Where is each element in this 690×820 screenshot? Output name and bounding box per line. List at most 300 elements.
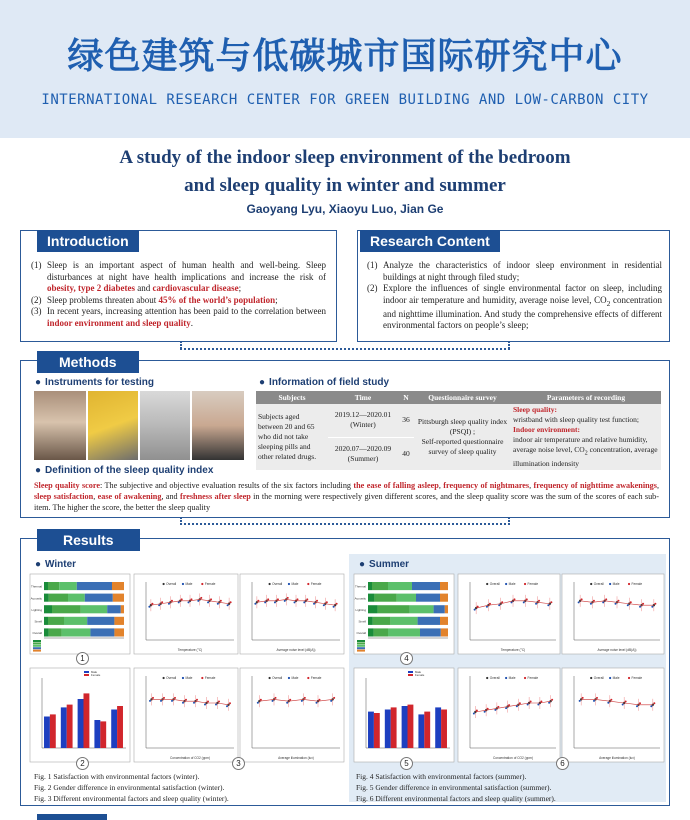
fig-12-point-female [582,697,584,699]
fig-11-point-male [473,713,475,715]
fig-7-category-label: Thermal [354,584,366,589]
fig-11-point-male [484,711,486,713]
fig-5-point-male [182,702,184,704]
fig-3-legend-marker [269,583,271,585]
fig-7-bar-segment [412,582,440,590]
fig-5-point-male [226,705,228,707]
fig-1-bar-segment [114,628,124,636]
sleep-score-definition: Sleep quality score: The subjective and objective evaluation results of the six factors including the ease of falling asleep, frequency of nightmares, frequency of nighttime awakenings, sleep satisfaction, ease of awakening, and freshness after sleep in the morning were respectively given different scores, and the sleep quality score was the sum of the scores of each sub-item. The higher the score, the better the sleep quality [34,481,660,512]
fig-8-legend-label: Overall [489,582,500,587]
fig-12-legend-marker [590,677,592,679]
fig-9-legend-marker [628,583,630,585]
fig-6-point-female [319,699,321,701]
fig-12-legend-marker [609,677,611,679]
fig-11-point-male [527,704,529,706]
fig-4-legend-label: Male [91,669,98,674]
col-questionnaire: Questionnaire survey [414,391,511,404]
fig-11-legend-label: Overall [489,676,500,681]
fig-1-bar-segment [107,605,121,613]
fig-9-point-male [639,606,641,608]
fig-7-bar-segment [410,605,434,613]
fig-6-legend-marker [288,677,290,679]
fig-8-point-female [526,598,528,600]
fig-11-x-label: Concentration of CO2 (ppm) [492,756,534,760]
fig-8-point-male [535,603,537,605]
field-study-subheading: ● Information of field study [259,377,389,388]
fig-11-point-male [516,705,518,707]
fig-7-legend-swatch [357,645,365,647]
summer-captions: Fig. 4 Satisfaction with environmental factors (summer). Fig. 5 Gender difference in environmental satisfaction (summer). Fig. 6 Different environmental factors and sleep quality (summer). [356,772,556,803]
fig-6-legend-label: Female [310,676,322,681]
fig-9-legend-label: Overall [593,582,604,587]
fig-4-legend-swatch [84,674,89,676]
fig-11-point-female [551,699,553,701]
fig-11-point-female [530,701,532,703]
fig-3-point-female [326,601,328,603]
figure-number-5: 5 [400,757,413,770]
fig-11-point-female [476,710,478,712]
paper-title-line-2: and sleep quality in winter and summer [184,175,506,196]
fig-10-bar [368,712,374,748]
fig-4-bar [94,720,100,748]
fig-2-point-female [191,598,193,600]
fig-9-point-female [630,601,632,603]
fig-8-legend-label: Female [527,582,539,587]
fig-10-legend-label: Male [415,669,422,674]
fig-1-bar-segment [114,617,124,625]
fig-9-point-female [654,603,656,605]
fig-4-legend-swatch [84,671,89,673]
fig-7-bar-segment [416,594,440,602]
figure-number-3: 3 [232,757,245,770]
fig-11-legend-marker [486,677,488,679]
methods-heading: Methods [37,351,139,373]
fig-12-point-female [639,702,641,704]
fig-8-point-male [474,609,476,611]
fig-7-bar-segment [441,628,448,636]
fig-7-bar-segment [440,582,448,590]
fig-9-point-female [593,600,595,602]
fig-2-legend-label: Female [204,582,216,587]
fig-8-legend-marker [524,583,526,585]
fig-5-legend-label: Female [204,676,216,681]
chinese-institute-title: 绿色建筑与低碳城市国际研究中心 [67,36,623,77]
fig-12-point-female [625,701,627,703]
fig-5-legend-marker [201,677,203,679]
fig-7-bar-segment [418,617,440,625]
introduction-heading: Introduction [37,230,139,252]
fig-2-legend-label: Overall [166,582,177,587]
fig-9-legend-label: Male [612,582,620,587]
instruments-subheading: ● Instruments for testing [35,377,154,388]
fig-7-bar-segment [434,605,445,613]
fig-2-point-male [188,601,190,603]
fig-12-legend-marker [628,677,630,679]
fig-3-point-female [316,600,318,602]
fig-1-legend-swatch [33,645,41,647]
fig-6-point-male [272,700,274,702]
fig-6-point-male [286,702,288,704]
fig-2-point-female [210,598,212,600]
fig-12-x-label: Average illumination (lux) [599,756,635,760]
fig-7-category-label: Lighting [355,607,366,612]
fig-4-legend-label: Female [91,672,101,677]
fig-3-point-female [336,603,338,605]
fig-1-bar-segment [64,617,87,625]
fig-12-point-male [622,704,624,706]
fig-1-bar-segment [48,617,64,625]
fig-3-point-male [323,604,325,606]
fig-5-point-female [207,701,209,703]
definition-subheading: ● Definition of the sleep quality index [35,465,213,476]
fig-6-point-female [275,697,277,699]
results-heading: Results [37,529,140,551]
fig-7-bar-segment [445,605,448,613]
parameters-cell: Sleep quality: wristband with sleep quality test function; Indoor environment: indoor air temperature and relative humidity, average noise level, $CO_2$ concentration, average illumination indensity [511,404,661,470]
fig-1-bar-segment [44,582,48,590]
fig-5-point-female [196,699,198,701]
intro-item-2: (2) Sleep problems threaten about 45% of the world’s population; [31,294,278,305]
fig-9-point-male [651,606,653,608]
fig-8-point-female [538,600,540,602]
fig-3-point-male [303,601,305,603]
fig-6-point-female [260,699,262,701]
fig-5-point-female [163,697,165,699]
fig-1-category-label: Overall [32,631,42,636]
fig-7-bar-segment [372,582,388,590]
fig-6-legend-label: Male [291,676,299,681]
fig-1-bar-segment [44,594,49,602]
fig-5-point-male [160,700,162,702]
fig-5-x-label: Concentration of CO2 (ppm) [169,756,211,760]
fig-8-legend-marker [505,583,507,585]
fig-7-legend-swatch [357,640,365,642]
fig-9-point-male [615,603,617,605]
research-content-heading: Research Content [360,230,500,252]
fig-3-point-female [287,597,289,599]
fig-2-point-female [230,601,232,603]
winter-subheading: ● Winter [35,559,76,570]
fig-2-point-female [161,601,163,603]
fig-4-bar [67,705,73,748]
fig-1-bar-segment [90,628,114,636]
fig-2-legend-marker [201,583,203,585]
fig-8-point-female [550,601,552,603]
fig-1-bar-segment [44,628,49,636]
fig-5-legend-marker [163,677,165,679]
fig-9-legend-marker [609,583,611,585]
fig-6-point-female [333,697,335,699]
fig-2-point-female [220,600,222,602]
col-parameters: Parameters of recording [511,391,661,404]
fig-10-bar [374,713,380,748]
english-institute-title: INTERNATIONAL RESEARCH CENTER FOR GREEN BUILDING AND LOW-CARBON CITY [41,92,649,108]
fig-6-legend-marker [269,677,271,679]
fig-1-bar-segment [113,594,124,602]
fig-3-point-male [313,603,315,605]
fig-11-legend-label: Female [527,676,539,681]
fig-10-legend-swatch [408,671,413,673]
fig-11-point-male [494,709,496,711]
fig-1-legend-swatch [33,650,41,652]
fig-10-legend-swatch [408,674,413,676]
fig-1-category-label: Lighting [31,607,42,612]
fig-7-bar-segment [397,594,416,602]
fig-4-bar [44,717,50,749]
fig-12-point-female [610,699,612,701]
fig-11-legend-marker [524,677,526,679]
figure-number-1: 1 [76,652,89,665]
fig-1-bar-segment [68,594,85,602]
fig-2-point-female [181,598,183,600]
fig-11-point-male [548,702,550,704]
fig-11-point-female [487,708,489,710]
fig-10-bar [402,706,408,748]
fig-7-bar-segment [368,582,372,590]
fig-5-point-male [193,702,195,704]
time-winter: 2019.12—2020.01 (Winter) [328,404,398,437]
fig-2-point-male [158,604,160,606]
fig-8-point-male [498,604,500,606]
fig-2-x-label: Temperature (°C) [177,648,203,652]
fig-1-bar-segment [52,605,81,613]
fig-10-bar [407,705,413,748]
fig-9-point-female [642,603,644,605]
paper-title-line-1: A study of the indoor sleep environment of the bedroom [119,147,571,168]
fig-1-category-label: Smell [34,619,42,624]
fig-3-point-female [267,598,269,600]
fig-10-bar [418,714,424,748]
col-n: N [398,391,414,404]
fig-5-point-female [218,701,220,703]
fig-10-bar [391,707,397,748]
fig-4-bar [117,706,123,748]
fig-1-bar-segment [49,628,62,636]
fig-9-point-male [602,601,604,603]
fig-5-point-female [152,697,154,699]
fig-1-category-label: Thermal [30,584,42,589]
fig-1-bar-segment [112,582,124,590]
fig-3-point-male [333,606,335,608]
fig-1-bar-segment [48,582,59,590]
fig-1-bar-segment [59,582,77,590]
fig-11-legend-marker [505,677,507,679]
winter-captions: Fig. 1 Satisfaction with environmental factors (winter). Fig. 2 Gender difference in environmental satisfaction (winter). Fig. 3 Different environmental factors and sleep quality (winter). [34,772,229,803]
n-winter: 36 [398,404,414,437]
fig-2-point-female [200,597,202,599]
fig-1-bar-segment [81,605,107,613]
fig-12-point-male [636,705,638,707]
fig-1-bar-segment [85,594,113,602]
fig-3-x-label: Average noise level (dB(A)) [276,648,316,652]
fig-7-bar-segment [388,582,412,590]
fig-10-bar [441,710,447,749]
fig-9-legend-marker [590,583,592,585]
fig-7-bar-segment [420,628,441,636]
fig-12-point-male [650,705,652,707]
fig-1-legend-swatch [33,640,41,642]
fig-1-bar-segment [44,617,48,625]
fig-3-point-male [264,601,266,603]
fig-6-point-male [330,700,332,702]
fig-7-bar-segment [378,605,410,613]
figure-number-2: 2 [76,757,89,770]
fig-8-legend-label: Male [508,582,516,587]
fig-9-point-male [590,603,592,605]
authors: Gaoyang Lyu, Xiaoyu Luo, Jian Ge [246,202,444,216]
fig-3-point-female [306,598,308,600]
fig-7-bar-segment [368,628,374,636]
fig-11-point-male [505,707,507,709]
fig-5-point-male [149,700,151,702]
fig-9-point-female [618,600,620,602]
fig-10-bar [424,712,430,748]
fig-9-point-male [627,604,629,606]
intro-item-3: (3) In recent years, increasing attention has been paid to the correlation between indoor environment and sleep quality. [31,306,326,328]
fig-1-bar-segment [44,605,52,613]
fig-7-category-label: Smell [358,619,366,624]
n-summer: 40 [398,437,414,470]
fig-5-point-female [174,697,176,699]
fig-7-bar-segment [368,617,373,625]
subjects-cell: Subjects aged between 20 and 65 who did not take sleeping pills and other related drugs. [256,404,328,470]
fig-2-point-male [178,601,180,603]
fig-7-bar-segment [373,617,391,625]
fig-9-point-male [578,601,580,603]
fig-2-point-female [151,603,153,605]
fig-3-point-female [297,598,299,600]
fig-10-legend-label: Female [415,672,425,677]
fig-1-bar-segment [77,582,112,590]
fig-12-legend-label: Female [631,676,643,681]
fig-2-legend-marker [182,583,184,585]
fig-7-legend-swatch [357,650,365,652]
figure-number-4: 4 [400,652,413,665]
fig-9-x-label: Average noise level (dB(A)) [597,648,637,652]
fig-6-point-female [289,699,291,701]
fig-11-point-female [519,702,521,704]
fig-2-point-male [217,603,219,605]
fig-2-point-male [207,601,209,603]
time-summer: 2020.07—2020.09 (Summer) [328,437,398,470]
fig-3-point-male [294,601,296,603]
research-item-1: (1) Analyze the characteristics of indoor sleep environment in residential buildings at night through filed study; [367,260,662,282]
fig-2-point-male [197,600,199,602]
fig-5-legend-marker [182,677,184,679]
fig-2-point-male [148,606,150,608]
summer-subheading: ● Summer [359,559,409,570]
fig-12-point-female [653,702,655,704]
fig-1-bar-segment [62,628,91,636]
fig-11-point-male [537,704,539,706]
fig-7-legend-swatch [357,642,365,644]
fig-7-bar-segment [388,628,420,636]
fig-2-point-male [168,603,170,605]
fig-12-legend-label: Male [612,676,620,681]
fig-3-legend-label: Male [291,582,299,587]
fig-9-legend-label: Female [631,582,643,587]
intro-item-1: (1) Sleep is an important aspect of human health and well-being. Sleep disturbances at night have health implications and increase the risk of obesity, type 2 diabetes and cardiovascular disease; [31,260,326,293]
fig-2-legend-label: Male [185,582,193,587]
fig-7-legend-swatch [357,647,365,649]
fig-8-x-label: Temperature (°C) [500,648,526,652]
fig-7-bar-segment [374,594,396,602]
fig-6-x-label: Average illumination (lux) [278,756,314,760]
fig-3-legend-marker [307,583,309,585]
fig-10-bar [435,707,441,748]
fig-11-point-female [540,701,542,703]
fig-5-legend-label: Male [185,676,193,681]
fig-1-bar-segment [121,605,124,613]
fig-8-point-male [523,601,525,603]
fig-10-bar [385,710,391,749]
fig-3-point-male [254,603,256,605]
fig-8-point-female [514,598,516,600]
fig-9-point-female [581,598,583,600]
fig-9-point-female [605,598,607,600]
fig-12-legend-label: Overall [593,676,604,681]
fig-5-point-female [185,699,187,701]
fig-7-bar-segment [440,617,448,625]
fig-6-point-female [304,697,306,699]
fig-3-point-male [274,601,276,603]
fig-1-bar-segment [87,617,114,625]
fig-7-category-label: Overall [356,631,366,636]
fig-7-bar-segment [368,594,374,602]
fig-1-category-label: Acoustic [30,596,42,601]
fig-6-legend-label: Overall [272,676,283,681]
fig-3-legend-label: Female [310,582,322,587]
col-time: Time [328,391,398,404]
fig-5-point-female [229,702,231,704]
fig-4-bar [61,707,67,748]
fig-7-bar-segment [440,594,448,602]
fig-2-point-female [171,600,173,602]
next-section-tab [37,814,107,820]
fig-8-legend-marker [486,583,488,585]
fig-1-legend-swatch [33,647,41,649]
fig-3-point-female [257,600,259,602]
col-subjects: Subjects [256,391,328,404]
fig-6-point-male [257,702,259,704]
fig-7-bar-segment [374,628,388,636]
fig-7-bar-segment [368,605,378,613]
fig-5-legend-label: Overall [166,676,177,681]
fig-4-bar [100,721,106,748]
fig-5-point-male [171,700,173,702]
fig-12-point-male [579,700,581,702]
questionnaire-cell: Pittsburgh sleep quality index (PSQI) ; Self-reported questionnaire survey of sleep quality [414,404,511,470]
fig-4-bar [83,693,89,748]
fig-3-point-male [284,600,286,602]
research-item-2: (2) Explore the influences of single environmental factor on sleep, including indoor air temperature and humidity, average noise level, $CO_2$ concentration and nighttime illumination. And study the comprehensive effects of different environmental factors on people’s sleep; [367,283,662,331]
fig-5-point-male [215,704,217,706]
fig-6-point-male [301,700,303,702]
fig-6-legend-marker [307,677,309,679]
fig-2-legend-marker [163,583,165,585]
fig-8-point-female [489,603,491,605]
fig-5-point-male [204,704,206,706]
fig-1-legend-swatch [33,642,41,644]
fig-4-bar [78,699,84,748]
fig-1-bar-segment [49,594,68,602]
fig-12-point-male [607,702,609,704]
fig-6-point-male [316,702,318,704]
fig-12-point-male [593,700,595,702]
fig-12-point-female [596,697,598,699]
fig-7-bar-segment [390,617,417,625]
fig-8-point-male [547,604,549,606]
